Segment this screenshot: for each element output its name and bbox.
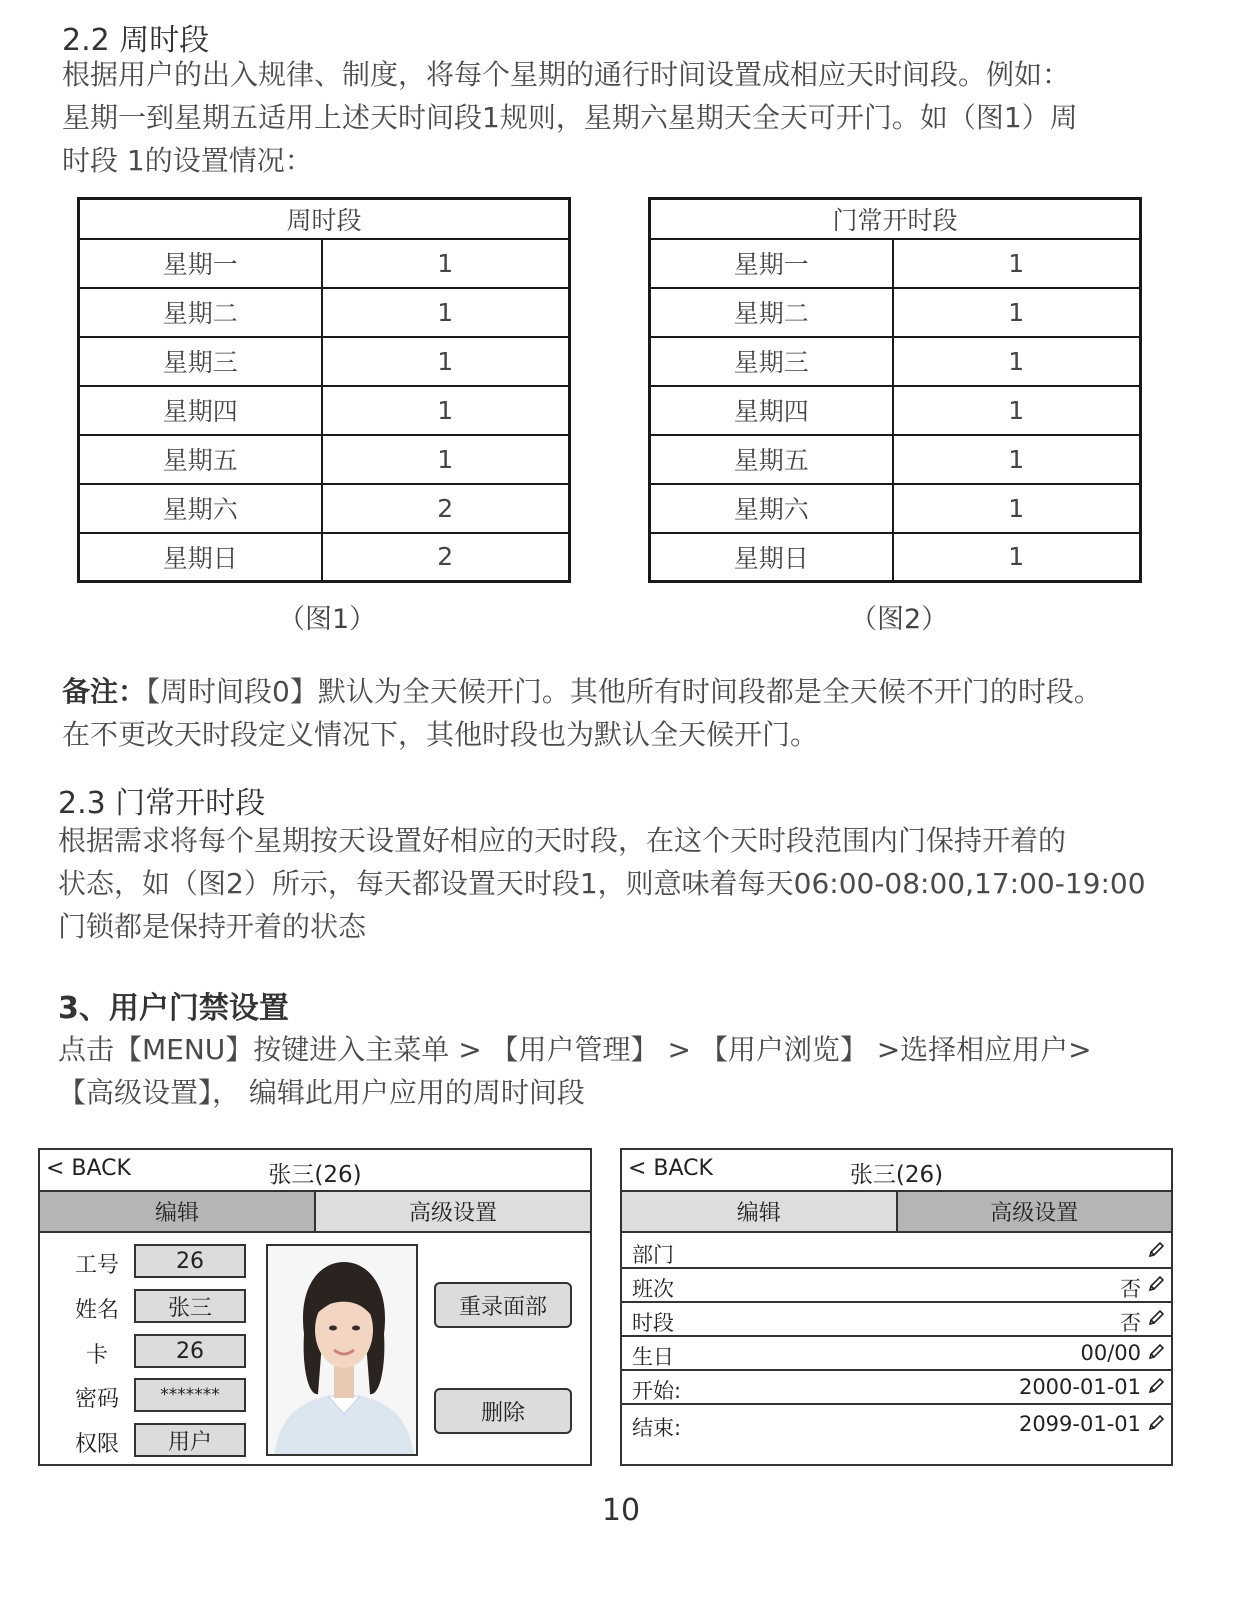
table-row xyxy=(79,533,570,582)
table-row xyxy=(79,435,570,484)
table-row xyxy=(650,386,1141,435)
table-row xyxy=(79,288,570,337)
tab-edit[interactable]: 编辑 xyxy=(622,1192,896,1231)
table-row xyxy=(650,533,1141,582)
section-22-line-1: 根据用户的出入规律、制度，将每个星期的通行时间设置成相应天时间段。例如： xyxy=(62,58,1071,91)
row-label: 时段 xyxy=(632,1311,674,1335)
pencil-icon[interactable] xyxy=(1147,1309,1165,1327)
page-number: 10 xyxy=(601,1493,641,1528)
row-label: 班次 xyxy=(632,1277,674,1301)
table-row xyxy=(650,288,1141,337)
value-cell: 2 xyxy=(322,533,570,582)
back-button[interactable]: < BACK xyxy=(628,1156,713,1181)
section-23-line-3: 门锁都是保持开着的状态 xyxy=(58,910,367,943)
day-cell: 星期日 xyxy=(650,533,893,582)
employee-id-field[interactable]: 26 xyxy=(134,1244,246,1278)
row-label: 部门 xyxy=(632,1243,674,1267)
section-22-heading: 2.2 周时段 xyxy=(62,23,210,58)
figure-1-caption: （图1） xyxy=(278,604,377,635)
back-button[interactable]: < BACK xyxy=(46,1156,131,1181)
start-date-row[interactable] xyxy=(622,1371,1171,1405)
note-block xyxy=(62,670,1102,756)
pencil-icon[interactable] xyxy=(1147,1343,1165,1361)
permission-label: 权限 xyxy=(74,1432,119,1457)
row-label: 结束: xyxy=(632,1416,682,1440)
section-22-body xyxy=(62,53,1078,182)
door-open-period-table xyxy=(648,197,1142,583)
permission-field[interactable]: 用户 xyxy=(134,1423,246,1457)
table-row xyxy=(650,239,1141,288)
value-cell: 1 xyxy=(893,288,1141,337)
section-3-body xyxy=(58,1028,1092,1114)
row-value: 00/00 xyxy=(1080,1341,1141,1365)
screen-title: 张三(26) xyxy=(268,1162,362,1188)
pencil-icon[interactable] xyxy=(1147,1377,1165,1395)
section-3-heading: 3、用户门禁设置 xyxy=(58,991,289,1026)
table-row xyxy=(650,435,1141,484)
day-cell: 星期三 xyxy=(650,337,893,386)
row-label: 生日 xyxy=(632,1345,674,1369)
name-field[interactable]: 张三 xyxy=(134,1289,246,1323)
password-field[interactable]: ******* xyxy=(134,1378,246,1412)
value-cell: 1 xyxy=(322,386,570,435)
table-row xyxy=(79,239,570,288)
day-cell: 星期一 xyxy=(79,239,322,288)
section-3-line-2: 【高级设置】， 编辑此用户应用的周时间段 xyxy=(58,1076,585,1109)
day-cell: 星期二 xyxy=(79,288,322,337)
shift-row[interactable] xyxy=(622,1269,1171,1303)
name-label: 姓名 xyxy=(74,1298,119,1323)
row-value: 2000-01-01 xyxy=(1018,1375,1141,1399)
value-cell: 1 xyxy=(322,435,570,484)
value-cell: 2 xyxy=(322,484,570,533)
tab-advanced-settings[interactable]: 高级设置 xyxy=(896,1192,1172,1231)
table-row xyxy=(650,337,1141,386)
screen-header xyxy=(40,1150,590,1192)
screen-tabs xyxy=(40,1192,590,1233)
value-cell: 1 xyxy=(893,337,1141,386)
day-cell: 星期五 xyxy=(650,435,893,484)
day-cell: 星期日 xyxy=(79,533,322,582)
value-cell: 1 xyxy=(893,533,1141,582)
week-period-table xyxy=(77,197,571,583)
day-cell: 星期一 xyxy=(650,239,893,288)
user-advanced-screen xyxy=(620,1148,1173,1466)
section-22-line-3: 时段 1的设置情况： xyxy=(62,144,313,177)
reenroll-face-button[interactable]: 重录面部 xyxy=(434,1282,572,1328)
figure-2-caption: （图2） xyxy=(850,604,949,635)
day-cell: 星期四 xyxy=(79,386,322,435)
day-cell: 星期六 xyxy=(79,484,322,533)
section-23-body xyxy=(58,819,1146,948)
section-23-line-2: 状态，如（图2）所示，每天都设置天时段1，则意味着每天06:00-08:00,17:00-19:00 xyxy=(58,867,1146,900)
tab-advanced-settings[interactable]: 高级设置 xyxy=(314,1192,590,1231)
card-field[interactable]: 26 xyxy=(134,1334,246,1368)
birthday-row[interactable] xyxy=(622,1337,1171,1371)
pencil-icon[interactable] xyxy=(1147,1275,1165,1293)
door-open-table-title: 门常开时段 xyxy=(650,199,1141,239)
value-cell: 1 xyxy=(322,239,570,288)
table-row xyxy=(79,484,570,533)
value-cell: 1 xyxy=(893,484,1141,533)
screen-tabs xyxy=(622,1192,1171,1233)
table-row xyxy=(79,337,570,386)
day-cell: 星期四 xyxy=(650,386,893,435)
day-cell: 星期六 xyxy=(650,484,893,533)
day-cell: 星期二 xyxy=(650,288,893,337)
note-line-1: 【周时间段0】默认为全天候开门。其他所有时间段都是全天候不开门的时段。 xyxy=(146,675,1102,708)
employee-id-label: 工号 xyxy=(74,1253,119,1278)
pencil-icon[interactable] xyxy=(1147,1241,1165,1259)
user-edit-screen xyxy=(38,1148,592,1466)
section-3-line-1: 点击【MENU】按键进入主菜单 > 【用户管理】 > 【用户浏览】 >选择相应用户> xyxy=(58,1033,1092,1066)
table-row xyxy=(650,484,1141,533)
delete-button[interactable]: 删除 xyxy=(434,1388,572,1434)
value-cell: 1 xyxy=(322,288,570,337)
row-value: 否 xyxy=(1120,1311,1141,1335)
section-23-line-1: 根据需求将每个星期按天设置好相应的天时段，在这个天时段范围内门保持开着的 xyxy=(58,824,1067,857)
screen-title: 张三(26) xyxy=(849,1162,944,1188)
week-period-table-title: 周时段 xyxy=(79,199,570,239)
note-label: 备注： xyxy=(62,675,147,708)
department-row[interactable] xyxy=(622,1235,1171,1269)
value-cell: 1 xyxy=(322,337,570,386)
day-cell: 星期五 xyxy=(79,435,322,484)
tab-edit[interactable]: 编辑 xyxy=(40,1192,314,1231)
row-label: 开始: xyxy=(632,1379,682,1403)
note-line-2: 在不更改天时段定义情况下，其他时段也为默认全天候开门。 xyxy=(62,718,819,751)
card-label: 卡 xyxy=(85,1343,108,1368)
settings-list xyxy=(622,1235,1171,1445)
day-cell: 星期三 xyxy=(79,337,322,386)
value-cell: 1 xyxy=(893,386,1141,435)
password-label: 密码 xyxy=(74,1387,119,1412)
end-date-row[interactable] xyxy=(622,1405,1171,1445)
section-22-line-2: 星期一到星期五适用上述天时间段1规则，星期六星期天全天可开门。如（图1）周 xyxy=(62,101,1078,134)
value-cell: 1 xyxy=(893,435,1141,484)
screen-header xyxy=(622,1150,1171,1192)
table-row xyxy=(79,386,570,435)
section-23-heading: 2.3 门常开时段 xyxy=(58,786,266,821)
value-cell: 1 xyxy=(893,239,1141,288)
time-period-row[interactable] xyxy=(622,1303,1171,1337)
user-face-photo xyxy=(266,1244,418,1456)
pencil-icon[interactable] xyxy=(1147,1414,1165,1432)
row-value: 否 xyxy=(1120,1277,1141,1301)
row-value: 2099-01-01 xyxy=(1018,1412,1141,1436)
